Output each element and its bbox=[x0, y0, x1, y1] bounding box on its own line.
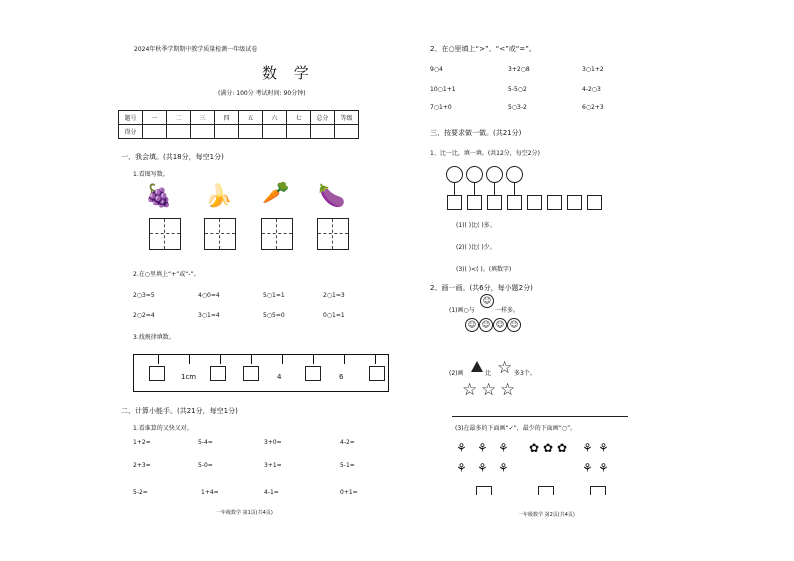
calc-item[interactable]: 3+1= bbox=[264, 462, 282, 469]
calc-item[interactable]: 4-2= bbox=[340, 439, 355, 446]
flower-icon: ✿ bbox=[529, 441, 540, 455]
circle-shape bbox=[446, 166, 463, 183]
answer-grid[interactable] bbox=[317, 218, 349, 250]
smiley-icon: ☺ bbox=[493, 318, 507, 332]
circle-shape bbox=[486, 166, 503, 183]
score-cell: 得分 bbox=[119, 125, 143, 139]
flower-icon: ⚘ bbox=[598, 461, 609, 475]
answer-grid[interactable] bbox=[261, 218, 293, 250]
ruler bbox=[133, 354, 389, 392]
grapes-icon: 🍇 bbox=[145, 184, 173, 209]
exam-meta: (满分: 100分 考试时间: 90分钟) bbox=[218, 90, 306, 97]
section-3-heading: 三、按要求做一做。(共21分) bbox=[430, 129, 522, 137]
plus-minus-item[interactable]: 2○2=4 bbox=[133, 312, 155, 319]
page-footer: 一年级数学 第2页(共4页) bbox=[518, 512, 575, 518]
plus-minus-item[interactable]: 2○1=3 bbox=[323, 292, 345, 299]
question-1-2-compare: 2、在○里填上“>”、“<”或“=”。 bbox=[430, 45, 536, 53]
score-cell: 题号 bbox=[119, 111, 143, 125]
compare-item[interactable]: 7○1+0 bbox=[430, 104, 452, 111]
exam-header: 2024年秋季学期期中教学质量检测一年级试卷 bbox=[134, 46, 258, 53]
star-icon: ☆ bbox=[497, 358, 513, 378]
score-cell: 等级 bbox=[335, 111, 359, 125]
square-shape bbox=[547, 195, 562, 210]
calc-item[interactable]: 1+2= bbox=[133, 439, 151, 446]
score-cell: 三 bbox=[191, 111, 215, 125]
flower-icon: ✿ bbox=[557, 441, 568, 455]
plus-minus-item[interactable]: 5○5=0 bbox=[263, 312, 285, 319]
smiley-icon: ☺ bbox=[507, 318, 521, 332]
square-shape bbox=[527, 195, 542, 210]
compare-item[interactable]: 3+2○8 bbox=[508, 66, 530, 73]
score-cell: 二 bbox=[167, 111, 191, 125]
compare-item[interactable]: 3○1+2 bbox=[582, 66, 604, 73]
carrot-icon: 🥕 bbox=[262, 181, 290, 206]
flower-icon: ⚘ bbox=[582, 441, 593, 455]
calc-item[interactable]: 5-1= bbox=[340, 462, 355, 469]
score-cell: 总分 bbox=[311, 111, 335, 125]
score-cell: 七 bbox=[287, 111, 311, 125]
score-cell: 五 bbox=[239, 111, 263, 125]
answer-bracket[interactable] bbox=[590, 486, 606, 495]
fill-blank-3[interactable]: (3)( )<( )。(填数字) bbox=[456, 266, 512, 273]
question-1-2: 2.在○里填上“+”或“-”。 bbox=[133, 271, 200, 278]
compare-item[interactable]: 9○4 bbox=[430, 66, 443, 73]
square-shape bbox=[567, 195, 582, 210]
ruler-answer-box[interactable] bbox=[149, 366, 165, 381]
square-shape bbox=[467, 195, 482, 210]
score-table-row bbox=[119, 125, 359, 139]
circle-shape bbox=[466, 166, 483, 183]
draw-2-middle: 比 bbox=[485, 370, 492, 377]
circle-shape bbox=[506, 166, 523, 183]
star-icon: ☆ bbox=[462, 380, 478, 400]
section-1-heading: 一、我会填。(共18分，每空1分) bbox=[121, 153, 224, 161]
score-cell[interactable] bbox=[263, 125, 287, 139]
ruler-answer-box[interactable] bbox=[243, 366, 259, 381]
page-title: 数 学 bbox=[262, 64, 315, 82]
ruler-tick bbox=[375, 354, 376, 364]
plus-minus-item[interactable]: 5○1=1 bbox=[263, 292, 285, 299]
calc-item[interactable]: 2+3= bbox=[133, 462, 151, 469]
smiley-icon: ☺ bbox=[479, 318, 493, 332]
plus-minus-item[interactable]: 3○1=4 bbox=[198, 312, 220, 319]
answer-grid[interactable] bbox=[204, 218, 236, 250]
flower-icon: ⚘ bbox=[477, 461, 488, 475]
calc-item[interactable]: 0+1= bbox=[340, 489, 358, 496]
score-cell: 四 bbox=[215, 111, 239, 125]
draw-3-instruction: (3)在最多的下面画“✓”，最少的下面画“○”。 bbox=[455, 425, 577, 432]
page-footer: 一年级数学 第1页(共4页) bbox=[216, 510, 273, 516]
ruler-answer-box[interactable] bbox=[210, 366, 226, 381]
question-3-1: 1、比一比，填一填。(共12分，每空2分) bbox=[430, 150, 540, 157]
score-cell[interactable] bbox=[287, 125, 311, 139]
answer-grid[interactable] bbox=[149, 218, 181, 250]
compare-item[interactable]: 5○3-2 bbox=[508, 104, 527, 111]
ruler-tick bbox=[251, 354, 252, 364]
ruler-tick bbox=[220, 354, 221, 364]
score-cell[interactable] bbox=[239, 125, 263, 139]
calc-item[interactable]: 4-1= bbox=[264, 489, 279, 496]
smiley-icon: ☺ bbox=[465, 318, 479, 332]
ruler-label: 4 bbox=[277, 373, 282, 381]
banana-icon: 🍌 bbox=[205, 184, 233, 209]
ruler-label: 1cm bbox=[181, 373, 197, 381]
score-cell[interactable] bbox=[215, 125, 239, 139]
plus-minus-item[interactable]: 4○0=4 bbox=[198, 292, 220, 299]
score-cell: 一 bbox=[143, 111, 167, 125]
ruler-answer-box[interactable] bbox=[305, 366, 321, 381]
score-table-row bbox=[119, 111, 359, 125]
ruler-tick bbox=[344, 354, 345, 364]
calc-item[interactable]: 5-0= bbox=[198, 462, 213, 469]
connector-line bbox=[494, 182, 495, 195]
calc-item[interactable]: 5-2= bbox=[133, 489, 148, 496]
connector-line bbox=[454, 182, 455, 195]
answer-bracket[interactable] bbox=[538, 486, 554, 495]
ruler-tick bbox=[158, 354, 159, 364]
divider-line bbox=[452, 416, 628, 417]
square-shape bbox=[487, 195, 502, 210]
fill-blank-1[interactable]: (1)( )比( )多。 bbox=[456, 222, 496, 229]
ruler-tick bbox=[282, 354, 283, 364]
triangle-icon bbox=[471, 361, 483, 372]
compare-item[interactable]: 5-5○2 bbox=[508, 86, 527, 93]
score-table bbox=[118, 110, 359, 139]
star-icon: ☆ bbox=[481, 380, 497, 400]
draw-1-suffix: 一样多。 bbox=[495, 307, 520, 314]
plus-minus-item[interactable]: 2○3=5 bbox=[133, 292, 155, 299]
question-3-2: 2、画一画。(共6分，每小题2分) bbox=[430, 284, 533, 292]
ruler-tick bbox=[189, 354, 190, 364]
compare-item[interactable]: 4-2○3 bbox=[582, 86, 601, 93]
flower-icon: ⚘ bbox=[477, 441, 488, 455]
section-2-heading: 二、计算小能手。(共21分，每空1分) bbox=[121, 407, 238, 415]
compare-item[interactable]: 6○2+3 bbox=[582, 104, 604, 111]
flower-icon: ⚘ bbox=[498, 441, 509, 455]
score-cell: 六 bbox=[263, 111, 287, 125]
answer-bracket[interactable] bbox=[476, 486, 492, 495]
question-1-1: 1.看图写数。 bbox=[133, 171, 169, 178]
flower-icon: ✿ bbox=[543, 441, 554, 455]
draw-2-suffix: 多3个。 bbox=[514, 370, 536, 377]
connector-line bbox=[474, 182, 475, 195]
calc-item[interactable]: 1+4= bbox=[201, 489, 219, 496]
score-cell[interactable] bbox=[335, 125, 359, 139]
score-cell[interactable] bbox=[143, 125, 167, 139]
eggplant-icon: 🍆 bbox=[318, 184, 346, 209]
square-shape bbox=[507, 195, 522, 210]
draw-2-prefix: (2)画 bbox=[449, 370, 464, 377]
compare-item[interactable]: 10○1+1 bbox=[430, 86, 456, 93]
ruler-answer-box[interactable] bbox=[369, 366, 385, 381]
fill-blank-2[interactable]: (2)( )比( )少。 bbox=[456, 244, 496, 251]
score-cell[interactable] bbox=[191, 125, 215, 139]
flower-icon: ⚘ bbox=[498, 461, 509, 475]
ruler-tick bbox=[313, 354, 314, 364]
score-cell[interactable] bbox=[167, 125, 191, 139]
ruler-label: 6 bbox=[339, 373, 344, 381]
flower-icon: ⚘ bbox=[598, 441, 609, 455]
square-shape bbox=[587, 195, 602, 210]
score-cell[interactable] bbox=[311, 125, 335, 139]
plus-minus-item[interactable]: 0○1=1 bbox=[323, 312, 345, 319]
square-shape bbox=[447, 195, 462, 210]
question-1-3: 3.找规律填数。 bbox=[133, 334, 175, 341]
calc-item[interactable]: 5-4= bbox=[198, 439, 213, 446]
star-icon: ☆ bbox=[500, 380, 516, 400]
flower-icon: ⚘ bbox=[456, 461, 467, 475]
question-2-1: 1.看谁算的又快又对。 bbox=[133, 425, 193, 432]
smiley-icon: ☺ bbox=[480, 294, 494, 308]
draw-1-prefix: (1)画○与 bbox=[449, 307, 475, 314]
flower-icon: ⚘ bbox=[582, 461, 593, 475]
connector-line bbox=[514, 182, 515, 195]
flower-icon: ⚘ bbox=[456, 441, 467, 455]
calc-item[interactable]: 3+0= bbox=[264, 439, 282, 446]
